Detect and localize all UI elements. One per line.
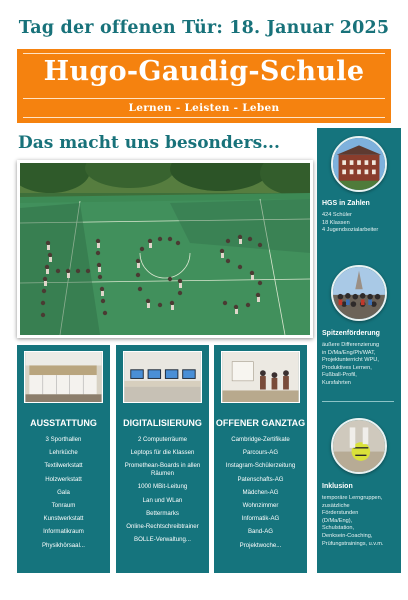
list-item: Lan und WLan <box>142 496 183 504</box>
list-item: Bettermarks <box>146 509 179 517</box>
rc-title-support: Spitzenförderung <box>322 330 380 337</box>
rc-text-inclusion: temporäre Lerngruppen, zusätzliche Förderstunden (D/Ma/Eng), Schulstation, Denksein-Coaching, Prüfungstrainings, u.v.m. <box>322 495 384 547</box>
school-banner <box>17 49 391 123</box>
section-headline: Das macht uns besonders... <box>18 133 280 153</box>
list-item: Patenschafts-AG <box>237 475 284 483</box>
rc-text-support: äußere Differenzierung in D/Ma/Eng/Ph/WAT, Projektunterricht WPU, Produktives Lernen, Fußball-Profil, Kursfahrten <box>322 342 380 386</box>
list-item: 2 Computerräume <box>137 436 188 443</box>
kitchen-photo <box>24 351 103 403</box>
list-item: 1000 MBit-Leitung <box>137 483 188 491</box>
school-name: Hugo-Gaudig-Schule <box>43 56 365 87</box>
list-item: Physikhörsaal... <box>41 541 85 549</box>
list-item: Promethean-Boards in allen Räumen <box>124 462 201 478</box>
event-date-heading: Tag der offenen Tür: 18. Januar 2025 <box>18 18 390 38</box>
feature-column-digital <box>116 345 209 573</box>
school-building-photo <box>331 136 387 192</box>
feature-column-allday <box>214 345 307 573</box>
all-day-activity-photo <box>221 351 300 403</box>
column-title: OFFENER GANZTAG <box>215 418 306 428</box>
list-item: Informatik-AG <box>241 515 280 523</box>
column-title: DIGITALISIERUNG <box>123 418 202 428</box>
list-item: Projektwoche... <box>239 541 282 549</box>
students-aerial-photo <box>17 160 313 338</box>
list-item: Textilwerkstatt <box>44 462 83 470</box>
rc-title-inclusion: Inklusion <box>322 483 353 490</box>
list-item: Leptops für die Klassen <box>130 449 195 457</box>
feature-list <box>116 436 209 549</box>
class-trip-photo <box>331 265 387 321</box>
list-item: Cambridge-Zertifikate <box>231 436 290 443</box>
list-item: 3 Sporthallen <box>45 436 82 443</box>
list-item: Informatikraum <box>43 528 84 536</box>
list-item: Gala <box>57 488 70 496</box>
list-item: Wohnzimmer <box>242 501 279 509</box>
list-item: Instagram-Schülerzeitung <box>225 462 296 470</box>
school-motto: Lernen - Leisten - Leben <box>128 102 280 114</box>
column-title: AUSSTATTUNG <box>30 418 97 428</box>
computer-room-photo <box>123 351 202 403</box>
right-info-column <box>317 128 401 573</box>
feature-list <box>214 436 307 555</box>
list-item: BOLLE-Verwaltung... <box>134 536 191 544</box>
rc-divider <box>322 401 394 402</box>
list-item: Holzwerkstatt <box>45 475 82 483</box>
feature-list <box>17 436 110 555</box>
list-item: Band-AG <box>247 528 274 536</box>
feature-column-equipment <box>17 345 110 573</box>
football-photo <box>331 418 387 474</box>
rc-title-numbers: HGS in Zahlen <box>322 200 370 207</box>
rc-text-numbers: 424 Schüler 18 Klassen 4 Jugendsozialarbeiter <box>322 212 379 234</box>
list-item: Lehrküche <box>49 449 78 457</box>
list-item: Kunstwerkstatt <box>43 515 84 523</box>
list-item: Online-Rechtschreibtrainer <box>126 522 199 530</box>
list-item: Parcours-AG <box>242 449 279 457</box>
list-item: Tonraum <box>51 501 76 509</box>
list-item: Mädchen-AG <box>242 488 279 496</box>
